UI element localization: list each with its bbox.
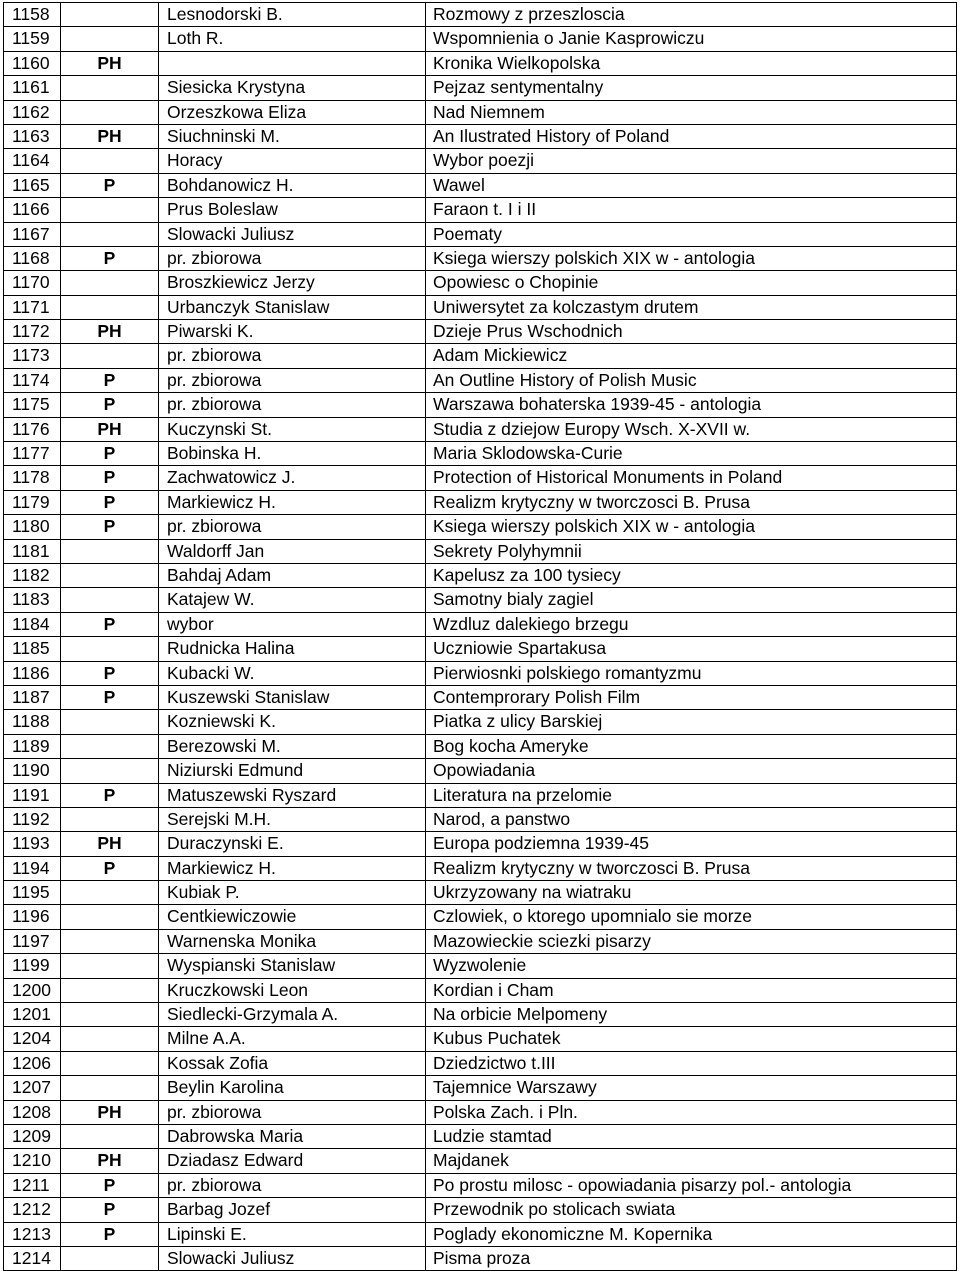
category-code: P [61,393,159,416]
row-number: 1196 [4,905,61,928]
table-row [4,247,957,271]
category-code [61,905,159,928]
category-code [61,881,159,904]
table-row [4,954,957,978]
author-cell: Dabrowska Maria [159,1125,426,1148]
title-cell: Przewodnik po stolicach swiata [426,1198,957,1221]
author-cell: Orzeszkowa Eliza [159,101,426,124]
title-cell: Wybor poezji [426,149,957,172]
row-number: 1171 [4,296,61,319]
row-number: 1211 [4,1174,61,1197]
title-cell: Wspomnienia o Janie Kasprowiczu [426,27,957,50]
author-cell: Lipinski E. [159,1223,426,1246]
catalog-table [3,2,957,1271]
row-number: 1189 [4,735,61,758]
author-cell: Siesicka Krystyna [159,76,426,99]
row-number: 1201 [4,1003,61,1026]
author-cell: Centkiewiczowie [159,905,426,928]
row-number: 1183 [4,588,61,611]
title-cell: Maria Sklodowska-Curie [426,442,957,465]
table-row [4,637,957,661]
title-cell: Pierwiosnki polskiego romantyzmu [426,662,957,685]
row-number: 1214 [4,1247,61,1270]
table-row [4,125,957,149]
author-cell: pr. zbiorowa [159,1174,426,1197]
table-row [4,735,957,759]
author-cell: Broszkiewicz Jerzy [159,271,426,294]
author-cell: Kubacki W. [159,662,426,685]
row-number: 1199 [4,954,61,977]
table-row [4,588,957,612]
author-cell: Duraczynski E. [159,832,426,855]
title-cell: Europa podziemna 1939-45 [426,832,957,855]
table-row [4,662,957,686]
category-code: P [61,369,159,392]
author-cell: Katajew W. [159,588,426,611]
author-cell: Wyspianski Stanislaw [159,954,426,977]
category-code [61,149,159,172]
row-number: 1159 [4,27,61,50]
author-cell: Siuchninski M. [159,125,426,148]
table-row [4,832,957,856]
title-cell: Samotny bialy zagiel [426,588,957,611]
category-code [61,735,159,758]
category-code: P [61,662,159,685]
title-cell: Narod, a panstwo [426,808,957,831]
title-cell: Bog kocha Ameryke [426,735,957,758]
category-code [61,27,159,50]
category-code: P [61,613,159,636]
row-number: 1164 [4,149,61,172]
author-cell: Dziadasz Edward [159,1149,426,1172]
category-code [61,759,159,782]
row-number: 1191 [4,784,61,807]
row-number: 1194 [4,857,61,880]
table-row [4,1052,957,1076]
row-number: 1197 [4,930,61,953]
row-number: 1163 [4,125,61,148]
table-row [4,149,957,173]
title-cell: An Outline History of Polish Music [426,369,957,392]
author-cell: Niziurski Edmund [159,759,426,782]
category-code [61,540,159,563]
author-cell: Markiewicz H. [159,857,426,880]
author-cell: pr. zbiorowa [159,247,426,270]
table-row [4,1125,957,1149]
category-code [61,223,159,246]
category-code [61,979,159,1002]
category-code: PH [61,832,159,855]
row-number: 1178 [4,466,61,489]
title-cell: Kronika Wielkopolska [426,52,957,75]
table-row [4,1198,957,1222]
category-code [61,198,159,221]
category-code [61,588,159,611]
author-cell: Matuszewski Ryszard [159,784,426,807]
table-row [4,320,957,344]
title-cell: Piatka z ulicy Barskiej [426,710,957,733]
category-code [61,637,159,660]
category-code: P [61,784,159,807]
author-cell: Kubiak P. [159,881,426,904]
title-cell: Mazowieckie sciezki pisarzy [426,930,957,953]
category-code [61,3,159,26]
title-cell: Majdanek [426,1149,957,1172]
table-row [4,418,957,442]
table-row [4,905,957,929]
table-row [4,198,957,222]
author-cell: pr. zbiorowa [159,515,426,538]
table-row [4,296,957,320]
title-cell: Nad Niemnem [426,101,957,124]
title-cell: Ukrzyzowany na wiatraku [426,881,957,904]
table-row [4,1076,957,1100]
table-row [4,1247,957,1271]
table-row [4,223,957,247]
row-number: 1186 [4,662,61,685]
author-cell: Piwarski K. [159,320,426,343]
table-row [4,857,957,881]
table-row [4,686,957,710]
author-cell: Slowacki Juliusz [159,223,426,246]
row-number: 1208 [4,1101,61,1124]
title-cell: Rozmowy z przeszloscia [426,3,957,26]
table-row [4,174,957,198]
title-cell: Ludzie stamtad [426,1125,957,1148]
author-cell: pr. zbiorowa [159,344,426,367]
author-cell: Siedlecki-Grzymala A. [159,1003,426,1026]
author-cell: Bahdaj Adam [159,564,426,587]
author-cell: Warnenska Monika [159,930,426,953]
title-cell: Opowiesc o Chopinie [426,271,957,294]
table-row [4,442,957,466]
table-row [4,52,957,76]
table-row [4,466,957,490]
row-number: 1162 [4,101,61,124]
table-row [4,271,957,295]
author-cell: Markiewicz H. [159,491,426,514]
table-row [4,344,957,368]
author-cell: Barbag Jozef [159,1198,426,1221]
author-cell: Kuszewski Stanislaw [159,686,426,709]
title-cell: Sekrety Polyhymnii [426,540,957,563]
row-number: 1160 [4,52,61,75]
title-cell: Dzieje Prus Wschodnich [426,320,957,343]
table-row [4,979,957,1003]
title-cell: Faraon t. I i II [426,198,957,221]
author-cell: Loth R. [159,27,426,50]
row-number: 1174 [4,369,61,392]
category-code [61,271,159,294]
author-cell: Beylin Karolina [159,1076,426,1099]
title-cell: Tajemnice Warszawy [426,1076,957,1099]
table-row [4,1027,957,1051]
row-number: 1213 [4,1223,61,1246]
table-row [4,710,957,734]
category-code: P [61,247,159,270]
row-number: 1200 [4,979,61,1002]
table-row [4,3,957,27]
title-cell: Pisma proza [426,1247,957,1270]
row-number: 1184 [4,613,61,636]
row-number: 1173 [4,344,61,367]
row-number: 1212 [4,1198,61,1221]
category-code: P [61,686,159,709]
row-number: 1207 [4,1076,61,1099]
row-number: 1206 [4,1052,61,1075]
title-cell: Wawel [426,174,957,197]
table-row [4,27,957,51]
category-code: PH [61,418,159,441]
author-cell: pr. zbiorowa [159,369,426,392]
row-number: 1179 [4,491,61,514]
category-code [61,344,159,367]
title-cell: An Ilustrated History of Poland [426,125,957,148]
category-code [61,808,159,831]
title-cell: Na orbicie Melpomeny [426,1003,957,1026]
row-number: 1166 [4,198,61,221]
row-number: 1176 [4,418,61,441]
title-cell: Wzdluz dalekiego brzegu [426,613,957,636]
row-number: 1209 [4,1125,61,1148]
row-number: 1161 [4,76,61,99]
category-code: P [61,515,159,538]
table-row [4,1101,957,1125]
author-cell: Kossak Zofia [159,1052,426,1075]
row-number: 1195 [4,881,61,904]
author-cell: Kuczynski St. [159,418,426,441]
row-number: 1182 [4,564,61,587]
table-row [4,101,957,125]
category-code: PH [61,320,159,343]
table-row [4,759,957,783]
row-number: 1158 [4,3,61,26]
category-code: P [61,1198,159,1221]
category-code [61,1076,159,1099]
category-code: P [61,174,159,197]
category-code: PH [61,52,159,75]
row-number: 1172 [4,320,61,343]
title-cell: Realizm krytyczny w tworczosci B. Prusa [426,491,957,514]
author-cell: Zachwatowicz J. [159,466,426,489]
row-number: 1181 [4,540,61,563]
row-number: 1175 [4,393,61,416]
category-code: P [61,857,159,880]
category-code [61,954,159,977]
category-code [61,101,159,124]
table-row [4,515,957,539]
author-cell: Rudnicka Halina [159,637,426,660]
title-cell: Poematy [426,223,957,246]
table-row [4,881,957,905]
category-code [61,564,159,587]
table-row [4,491,957,515]
category-code [61,1003,159,1026]
title-cell: Czlowiek, o ktorego upomnialo sie morze [426,905,957,928]
category-code: P [61,1174,159,1197]
table-row [4,393,957,417]
table-row [4,564,957,588]
title-cell: Ksiega wierszy polskich XIX w - antologia [426,247,957,270]
title-cell: Realizm krytyczny w tworczosci B. Prusa [426,857,957,880]
category-code: PH [61,1149,159,1172]
row-number: 1192 [4,808,61,831]
table-row [4,1003,957,1027]
row-number: 1167 [4,223,61,246]
title-cell: Po prostu milosc - opowiadania pisarzy pol.- antologia [426,1174,957,1197]
title-cell: Ksiega wierszy polskich XIX w - antologia [426,515,957,538]
table-row [4,369,957,393]
table-row [4,808,957,832]
row-number: 1165 [4,174,61,197]
table-row [4,613,957,637]
row-number: 1187 [4,686,61,709]
row-number: 1168 [4,247,61,270]
author-cell: Bohdanowicz H. [159,174,426,197]
row-number: 1185 [4,637,61,660]
table-row [4,76,957,100]
category-code [61,1247,159,1270]
title-cell: Adam Mickiewicz [426,344,957,367]
title-cell: Opowiadania [426,759,957,782]
category-code [61,710,159,733]
table-row [4,1223,957,1247]
author-cell: Waldorff Jan [159,540,426,563]
row-number: 1193 [4,832,61,855]
author-cell: Horacy [159,149,426,172]
author-cell: Serejski M.H. [159,808,426,831]
category-code [61,1125,159,1148]
title-cell: Polska Zach. i Pln. [426,1101,957,1124]
title-cell: Pejzaz sentymentalny [426,76,957,99]
title-cell: Literatura na przelomie [426,784,957,807]
title-cell: Poglady ekonomiczne M. Kopernika [426,1223,957,1246]
title-cell: Studia z dziejow Europy Wsch. X-XVII w. [426,418,957,441]
table-row [4,784,957,808]
title-cell: Warszawa bohaterska 1939-45 - antologia [426,393,957,416]
row-number: 1190 [4,759,61,782]
title-cell: Wyzwolenie [426,954,957,977]
table-row [4,1174,957,1198]
author-cell [159,52,426,75]
author-cell: Bobinska H. [159,442,426,465]
row-number: 1177 [4,442,61,465]
author-cell: Slowacki Juliusz [159,1247,426,1270]
category-code: PH [61,125,159,148]
author-cell: Kozniewski K. [159,710,426,733]
category-code: P [61,442,159,465]
category-code [61,296,159,319]
author-cell: Urbanczyk Stanislaw [159,296,426,319]
table-row [4,540,957,564]
table-row [4,1149,957,1173]
category-code: P [61,466,159,489]
category-code: P [61,491,159,514]
author-cell: Milne A.A. [159,1027,426,1050]
author-cell: Prus Boleslaw [159,198,426,221]
author-cell: pr. zbiorowa [159,1101,426,1124]
row-number: 1210 [4,1149,61,1172]
row-number: 1170 [4,271,61,294]
row-number: 1180 [4,515,61,538]
author-cell: pr. zbiorowa [159,393,426,416]
title-cell: Uniwersytet za kolczastym drutem [426,296,957,319]
title-cell: Kapelusz za 100 tysiecy [426,564,957,587]
title-cell: Dziedzictwo t.III [426,1052,957,1075]
category-code [61,930,159,953]
category-code: P [61,1223,159,1246]
title-cell: Protection of Historical Monuments in Poland [426,466,957,489]
title-cell: Uczniowie Spartakusa [426,637,957,660]
title-cell: Contemprorary Polish Film [426,686,957,709]
category-code: PH [61,1101,159,1124]
title-cell: Kubus Puchatek [426,1027,957,1050]
row-number: 1204 [4,1027,61,1050]
category-code [61,76,159,99]
author-cell: wybor [159,613,426,636]
category-code [61,1052,159,1075]
row-number: 1188 [4,710,61,733]
author-cell: Kruczkowski Leon [159,979,426,1002]
author-cell: Lesnodorski B. [159,3,426,26]
author-cell: Berezowski M. [159,735,426,758]
table-row [4,930,957,954]
category-code [61,1027,159,1050]
title-cell: Kordian i Cham [426,979,957,1002]
